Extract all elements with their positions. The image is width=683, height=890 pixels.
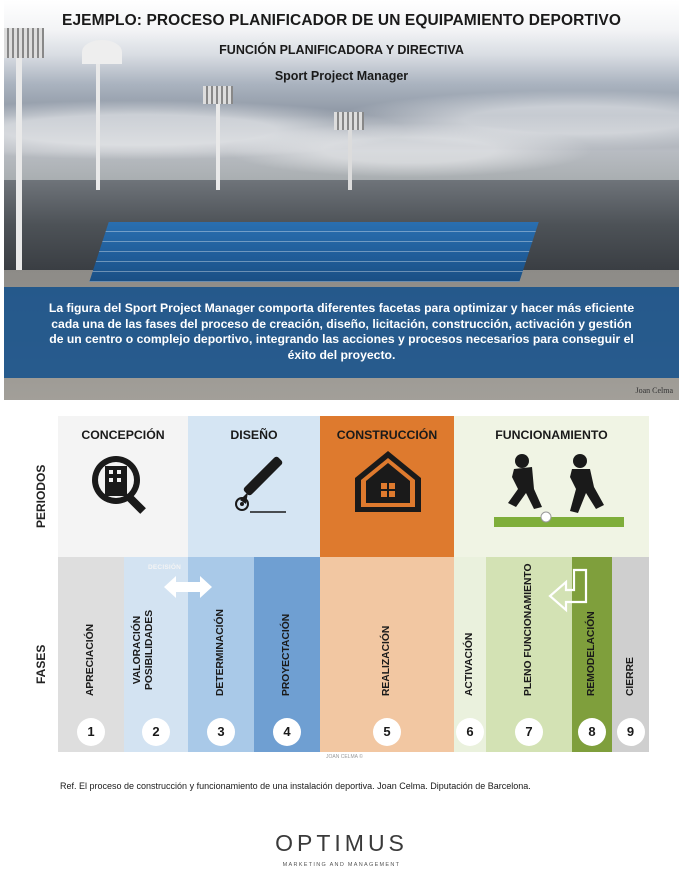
process-diagram (58, 416, 649, 760)
period-label: DISEÑO (230, 428, 278, 442)
phase-number: 7 (515, 718, 543, 746)
phase-4 (254, 557, 320, 752)
photo-credit: Joan Celma (635, 386, 673, 395)
phase-number: 1 (77, 718, 105, 746)
period-concepcion (58, 416, 188, 557)
phase-label: DETERMINACIÓN (215, 609, 226, 696)
period-funcionamiento (454, 416, 649, 557)
period-construccion (320, 416, 454, 557)
phase-number: 2 (142, 718, 170, 746)
phase-label: VALORACIÓN POSIBILIDADES (132, 609, 155, 690)
page-subtitle: FUNCIÓN PLANIFICADORA Y DIRECTIVA (219, 43, 464, 57)
phase-label: REMODELACIÓN (586, 611, 597, 696)
phase-label: PLENO FUNCIONAMIENTO (523, 563, 534, 696)
phase-6 (454, 557, 486, 752)
phase-label: CIERRE (624, 657, 636, 696)
return-arrow-icon (548, 568, 592, 614)
phase-label: PROYECTACIÓN (281, 613, 292, 696)
phase-number: 4 (273, 718, 301, 746)
phase-9 (612, 557, 649, 752)
periods-label: PERIODOS (34, 464, 48, 528)
phase-number: 5 (373, 718, 401, 746)
phases-label: FASES (34, 644, 48, 684)
house-icon (352, 448, 424, 514)
description-banner (4, 287, 679, 378)
phase-number: 8 (578, 718, 606, 746)
period-label: CONSTRUCCIÓN (336, 428, 438, 442)
pen-drafting-icon (228, 456, 298, 518)
phase-number: 6 (456, 718, 484, 746)
period-diseno (188, 416, 320, 557)
phase-label: ACTIVACIÓN (464, 632, 475, 696)
logo-tagline: MARKETING AND MANAGEMENT (282, 862, 401, 868)
phase-5 (320, 557, 454, 752)
period-label: CONCEPCIÓN (81, 428, 165, 442)
football-players-icon (494, 451, 624, 531)
phase-number: 3 (207, 718, 235, 746)
page-title: EJEMPLO: PROCESO PLANIFICADOR DE UN EQUIPAMIENTO DEPORTIVO (62, 12, 621, 29)
phase-1 (58, 557, 124, 752)
magnifier-building-icon (88, 452, 154, 514)
period-label: FUNCIONAMIENTO (495, 428, 608, 442)
optimus-logo: OPTIMUS (275, 830, 408, 856)
phase-label: APRECIACIÓN (85, 623, 96, 696)
diagram-note: JOAN CELMA © (326, 754, 363, 760)
reference-text: Ref. El proceso de construcción y funcionamiento de una instalación deportiva. Joan Celma. Diputación de Barcelona. (60, 781, 531, 791)
description-text: La figura del Sport Project Manager comporta diferentes facetas para optimizar y hacer más eficiente cada una de las fases del proceso de creación, diseño, licitación, construcción, activación y gestión de un centro o complejo deportivo, integrando las acciones y procesos necesarios para conseguir el éxito del proyecto. (48, 301, 635, 362)
decision-label: DECISIÓN (148, 564, 182, 571)
phase-label: REALIZACIÓN (381, 625, 392, 696)
role-title: Sport Project Manager (274, 69, 409, 83)
phase-number: 9 (617, 718, 645, 746)
double-arrow-icon (164, 576, 212, 598)
